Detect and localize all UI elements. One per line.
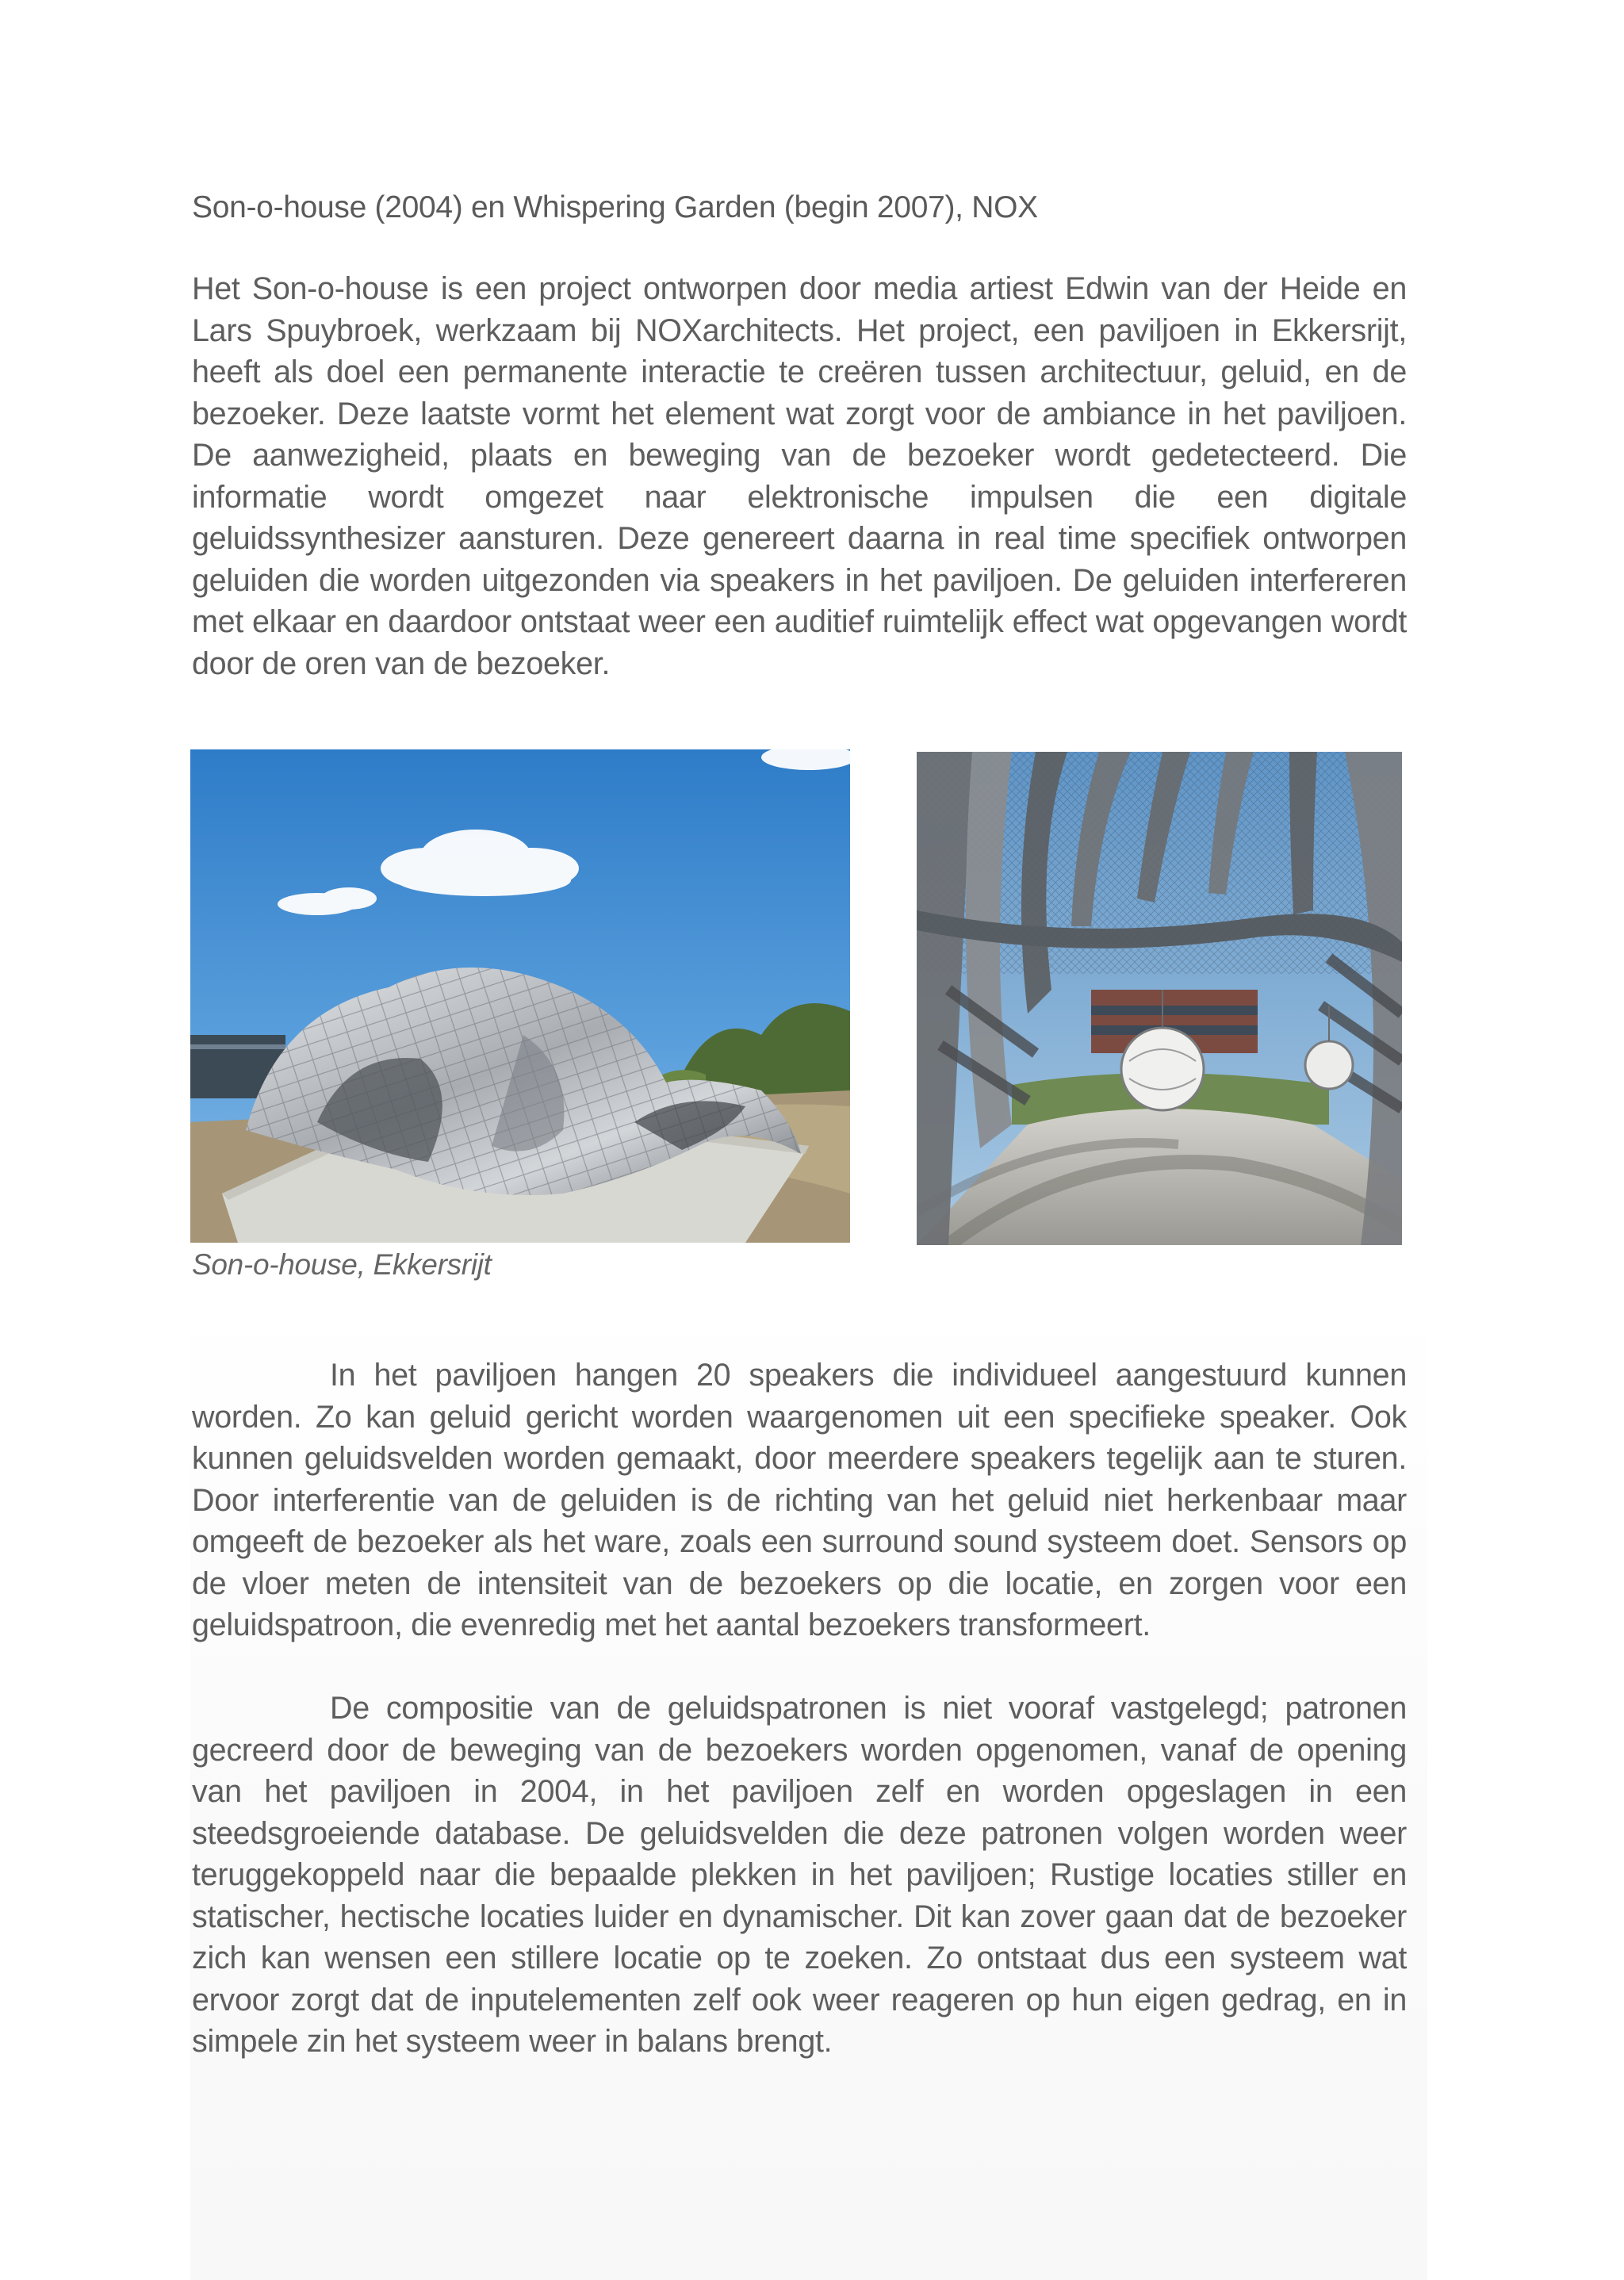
photo-caption: Son-o-house, Ekkersrijt xyxy=(192,1248,492,1281)
son-o-house-exterior-photo xyxy=(190,749,850,1243)
paragraph-speakers: In het paviljoen hangen 20 speakers die individueel aangestuurd kunnen worden. Zo kan geluid gericht worden waargenomen uit een specifieke speaker. Ook kunnen geluidsvelden worden gemaakt, door meerdere speakers tegelijk aan te sturen. Door interferentie van de geluiden is de richting van het geluid niet herkenbaar maar omgeeft de bezoeker als het ware, zoals een surround sound systeem doet. Sensors op de vloer meten de intensiteit van de bezoekers op die locatie, en zorgen voor een geluidspatroon, die evenredig met het aantal bezoekers transformeert. xyxy=(192,1358,1407,1642)
paragraph-composition: De compositie van de geluidspatronen is niet vooraf vastgelegd; patronen gecreerd door de beweging van de bezoekers worden opgenomen, vanaf de opening van het paviljoen in 2004, in het paviljoen zelf en worden opgeslagen in een steedsgroeiende database. De geluidsvelden die deze patronen volgen worden weer teruggekoppeld naar die bepaalde plekken in het paviljoen; Rustige locaties stiller en statischer, hectische locaties luider en dynamischer. Dit kan zover gaan dat de bezoeker zich kan wensen een stillere locatie op te zoeken. Zo ontstaat dus een systeem wat ervoor zorgt dat de inputelementen zelf ook weer reageren op hun eigen gedrag, en in simpele zin het systeem weer in balans brengt. xyxy=(192,1691,1407,2059)
paragraph-intro: Het Son-o-house is een project ontworpen door media artiest Edwin van der Heide en Lars Spuybroek, werkzaam bij NOXarchitects. Het project, een paviljoen in Ekkersrijt, heeft als doel een permanente interactie te creëren tussen architectuur, geluid, en de bezoeker. Deze laatste vormt het element wat zorgt voor de ambiance in het paviljoen. De aanwezigheid, plaats en beweging van de bezoeker wordt gedetecteerd. Die informatie wordt omgezet naar elektronische impulsen die een digitale geluidssynthesizer aansturen. Deze genereert daarna in real time specifiek ontworpen geluiden die worden uitgezonden via speakers in het paviljoen. De geluiden interfereren met elkaar en daardoor ontstaat weer een auditief ruimtelijk effect wat opgevangen wordt door de oren van de bezoeker. xyxy=(192,271,1407,681)
son-o-house-interior-photo xyxy=(917,752,1402,1245)
document-title: Son-o-house (2004) en Whispering Garden (begin 2007), NOX xyxy=(192,190,1038,224)
